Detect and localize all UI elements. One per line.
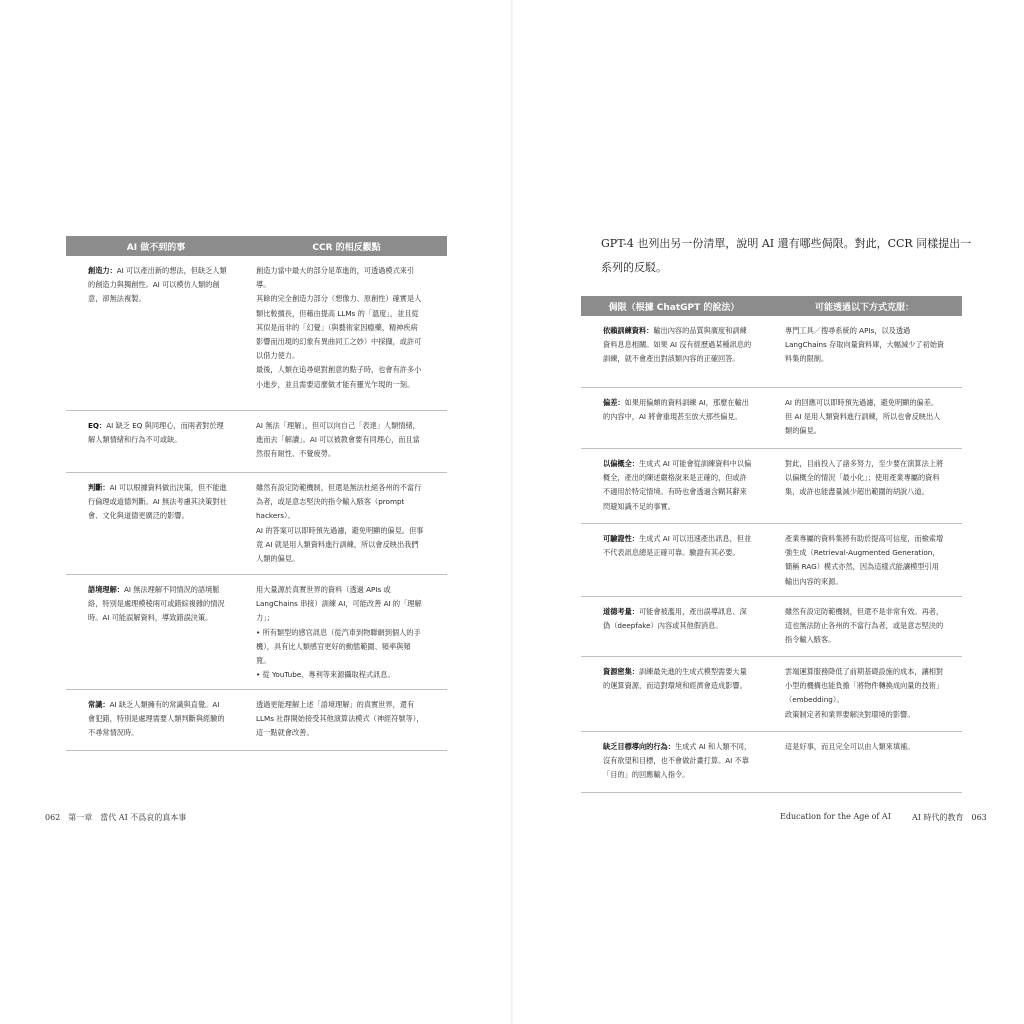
row-desc: 生成式 AI 和人類不同，沒有欲望和目標，也不會做計畫打算。AI 不靠「目的」的回應輸入指令。 xyxy=(603,742,752,780)
table-row xyxy=(581,597,962,657)
row-limitation xyxy=(88,698,228,741)
right-page-footer-page: AI 時代的教育 063 xyxy=(912,813,987,822)
response-paragraph: AI 的回應可以即時預先過濾，避免明顯的偏差。但 AI 是用人類資料進行訓練，所以也會反映出人類的偏見。 xyxy=(785,398,941,436)
row-term: 語境理解： xyxy=(88,585,124,594)
table-row xyxy=(581,732,962,793)
left-header-col2: CCR 的相反觀點 xyxy=(312,243,381,253)
row-desc: 可能會被濫用，產出誤導訊息、深偽（deepfake）內容或其他假消息。 xyxy=(603,607,747,631)
row-response xyxy=(256,481,424,566)
response-paragraph: 產業專屬的資料集將有助於提高可信度，而檢索增強生成（Retrieval-Augmented Generation，簡稱 RAG）模式亦然，因為這樣式能讓模型引用輸出內容的來源。 xyxy=(785,534,944,586)
table-row xyxy=(66,690,447,751)
response-paragraph: 這是好事，而且完全可以由人類來填補。 xyxy=(785,742,915,751)
left-header-col1: AI 做不到的事 xyxy=(126,243,186,253)
row-limitation xyxy=(88,264,228,307)
row-term: 判斷： xyxy=(88,483,110,492)
row-limitation xyxy=(88,481,228,524)
row-term: 道德考量： xyxy=(603,607,639,616)
response-paragraph: 對此，目前投入了諸多努力，至少要在演算法上將以偏概全的情況「最小化」；使用產業專屬的資料集，或許也能盡量減少超出範圍的胡說八道。 xyxy=(785,459,944,497)
row-term: 依賴訓練資料： xyxy=(603,326,654,335)
row-desc: AI 缺乏 EQ 與同理心，而兩者對於理解人類情緒和行為不可或缺。 xyxy=(88,421,224,445)
right-page-footer-title: Education for the Age of AI xyxy=(780,812,891,821)
row-response xyxy=(785,605,945,648)
row-desc: 生成式 AI 可以迅速產出訊息，但並不代表訊息總是正確可靠。驗證有其必要。 xyxy=(603,534,752,558)
row-desc: AI 無法理解不同情況的語境脈絡，特別是處理模稜兩可或錯綜複雜的情況時。AI 可能誤解資料，導致錯誤決策。 xyxy=(88,585,225,623)
row-desc: 訓練最先進的生成式模型需要大量的運算資源，而這對環境和經濟會造成影響。 xyxy=(603,667,747,691)
table-row xyxy=(66,411,447,473)
response-paragraph: AI 的答案可以即時預先過濾，避免明顯的偏見。但事竟 AI 就是用人類資料進行訓練，所以會反映出我們人類的偏見。 xyxy=(256,525,424,564)
row-limitation xyxy=(603,457,753,514)
row-response xyxy=(256,698,424,741)
response-paragraph: 創造力當中最大的部分是革進的，可透過模式來引導。 xyxy=(256,266,415,290)
row-limitation xyxy=(88,583,228,626)
right-header-col2: 可能透過以下方式克服： xyxy=(814,303,914,313)
row-limitation xyxy=(603,324,753,367)
table-row xyxy=(66,473,447,575)
row-response xyxy=(785,457,945,500)
row-desc: AI 缺乏人類擁有的常識與直覺。AI 會犯錯，特別是處理需要人類判斷與經驗的不尋常情況時。 xyxy=(88,700,225,738)
response-paragraph: 專門工具／搜尋系統的 APIs，以及透過 LangChains 存取向量資料庫，大幅減少了初始資料集的限制。 xyxy=(785,326,945,364)
response-paragraph: AI 無法「理解」，但可以向自己「表達」人類情緒，進而去「解讀」。AI 可以被教會要有同理心，而且當然很有耐性、不覺疲勞。 xyxy=(256,421,420,459)
right-header-col1: 侷限（根據 ChatGPT 的說法） xyxy=(608,303,740,313)
row-response xyxy=(785,396,945,439)
row-term: 常識： xyxy=(88,700,110,709)
response-paragraph: • 所有類型的感官訊息（從汽車到物聯網到個人的手機），具有比人類感官更好的動態範圍、頻率與頻寬。 xyxy=(256,627,421,666)
row-limitation xyxy=(88,419,228,447)
row-term: 創造力： xyxy=(88,266,117,275)
response-paragraph: • 從 YouTube、專利等來源攝取程式訊息。 xyxy=(256,670,395,680)
row-desc: AI 可以根據資料做出決策，但不能進行倫理或道德判斷。AI 無法考慮其決策對社會、文化與道德更廣泛的影響。 xyxy=(88,483,227,521)
row-desc: AI 可以產出新的想法，但缺乏人類的創造力與獨創性。AI 可以模仿人類的創意，卻無法複製。 xyxy=(88,266,227,304)
row-response xyxy=(256,583,424,682)
row-term: 可驗證性： xyxy=(603,534,639,543)
intro-paragraph: GPT-4 也列出另一份清單，說明 AI 還有哪些侷限。對此，CCR 同樣提出一系列的反駁。 xyxy=(601,237,972,274)
left-page-footer: 062 第一章 當代 AI 不爲哀的真本事 xyxy=(45,813,187,822)
response-paragraph: 用大量源於真實世界的資料（透過 APIs 或 LangChains 串接）訓練 AI，可能改善 AI 的「理解力」； xyxy=(256,585,422,623)
row-desc: 輸出內容的品質與廣度和訓練資料息息相關。如果 AI 沒有經歷過某種訊息的訓練，就不會產出對該類內容的正確回答。 xyxy=(603,326,752,364)
row-response xyxy=(785,665,945,722)
response-paragraph: 雖然有設定防範機制，但還不是非常有效。再者，這也無法防止各州的不當行為者，或是意志堅決的指令輸入駭客。 xyxy=(785,607,944,645)
row-limitation xyxy=(603,532,753,560)
row-response xyxy=(256,419,424,462)
table-row xyxy=(581,657,962,732)
table-row xyxy=(581,316,962,388)
row-limitation xyxy=(603,605,753,633)
right-page xyxy=(512,0,1024,1024)
row-term: 以偏概全： xyxy=(603,459,639,468)
response-paragraph: 雖然有設定防範機制，但還是無法杜絕各州的不當行為者，或是意志堅決的指令輸入駭客（prompt hackers）。 xyxy=(256,483,422,521)
left-table-header xyxy=(66,236,447,256)
right-table-header xyxy=(581,296,962,316)
row-limitation xyxy=(603,396,753,424)
row-term: 資源密集： xyxy=(603,667,639,676)
response-paragraph: 政策制定者和業界要解決對環境的影響。 xyxy=(785,709,915,719)
table-row xyxy=(66,256,447,411)
response-paragraph: 透過更能理解上述「語境理解」的真實世界，還有 LLMs 社群開始接受其他演算法模式（神經符號等），這一點就會改善。 xyxy=(256,700,424,738)
table-row xyxy=(581,449,962,524)
row-response xyxy=(256,264,424,392)
response-paragraph: 最後，人類在追尋絕對創意的點子時，也會有許多小小進步，並且需要這麼做才能有靈光乍現的一刻。 xyxy=(256,365,422,389)
row-term: 偏差： xyxy=(603,398,625,407)
row-desc: 生成式 AI 可能會從訓練資料中以偏概全，產出的陳述嚴格說來是正確的，但或許不適用於特定情境。有時也會透過含糊其辭來閃避知識不足的事實。 xyxy=(603,459,752,511)
row-desc: 如果用偏頗的資料訓練 AI，那麼在輸出的內容中，AI 將會重現甚至放大那些偏見。 xyxy=(603,398,749,422)
row-response xyxy=(785,740,945,754)
row-term: EQ： xyxy=(88,421,107,430)
table-row xyxy=(581,524,962,597)
row-limitation xyxy=(603,665,753,693)
row-limitation xyxy=(603,740,753,783)
table-row xyxy=(581,388,962,449)
table-row xyxy=(66,575,447,690)
row-response xyxy=(785,532,945,589)
response-paragraph: 雲端運算服務降低了前期基礎設施的成本，讓相對小型的機構也能負擔「將物件轉換成向量的技術」（embedding）。 xyxy=(785,667,944,705)
row-response xyxy=(785,324,945,367)
row-term: 缺乏目標導向的行為： xyxy=(603,742,675,751)
response-paragraph: 其餘的完全創造力部分（想像力、原創性）確實是人類比較擅長，但藉由提高 LLMs 的「溫度」，並且從其似是而非的「幻覺」（與藝術家因瘾藥、精神疾病影響而出現的幻象有異曲同工之妙）中採擷，或許可以借力使力。 xyxy=(256,294,422,361)
